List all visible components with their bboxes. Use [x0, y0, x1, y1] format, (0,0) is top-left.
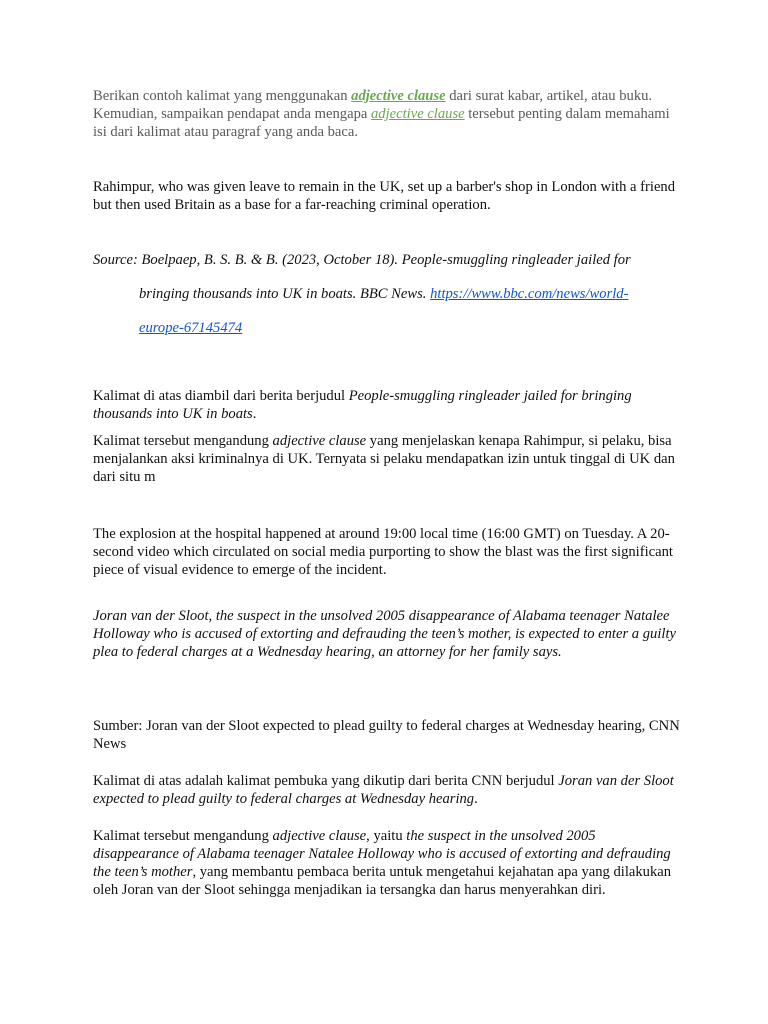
prompt-text: tersebut penting dalam memahami isi dari kalimat atau paragraf yang anda baca.: [93, 106, 670, 140]
explanation-text: Kalimat di atas diambil dari berita berjudul: [93, 388, 349, 404]
term-adjective-clause: adjective clause: [272, 828, 367, 844]
explanation-paragraph: [93, 387, 683, 423]
explanation-text: , yaitu: [366, 828, 407, 844]
explanation-text: Kalimat tersebut mengandung: [93, 828, 273, 844]
prompt-text: dari surat kabar, artikel, atau buku. Kemudian, sampaikan pendapat anda mengapa: [93, 88, 653, 122]
example-quote-van-der-sloot: Joran van der Sloot, the suspect in the unsolved 2005 disappearance of Alabama teenager Natalee Holloway who is accused of extorting and defrauding the teen’s mother, is expected to enter a guilty plea to federal charges at a Wednesday hearing, an attorney for her family says.: [93, 608, 676, 660]
explanation-text: .: [474, 791, 478, 807]
quoted-clause: the suspect in the unsolved 2005 disappearance of Alabama teenager Natalee Holloway who is accused of extorting and defrauding the teen’s mother: [93, 828, 671, 880]
citation-line: Source: Boelpaep, B. S. B. & B. (2023, October 18). People-smuggling ringleader jailed for: [93, 252, 631, 268]
prompt-text: Berikan contoh kalimat yang menggunakan: [93, 88, 352, 104]
explanation-text: , yang membantu pembaca berita untuk mengetahui kejahatan apa yang dilakukan oleh Joran van der Sloot sehingga menjadikan ia tersangka dan harus menyerahkan diri.: [93, 864, 672, 898]
example-paragraph-explosion: The explosion at the hospital happened at around 19:00 local time (16:00 GMT) on Tuesday. A 20-second video which circulated on social media purporting to show the blast was the first significant piece of visual evidence to emerge of the incident.: [93, 526, 673, 578]
explanation-text: Kalimat di atas adalah kalimat pembuka yang dikutip dari berita CNN berjudul: [93, 773, 559, 789]
prompt-term-adjective-clause: adjective clause: [351, 88, 446, 104]
source-url-link[interactable]: europe-67145474: [139, 320, 243, 336]
explanation-paragraph: [93, 432, 683, 486]
explanation-text: .: [252, 406, 257, 422]
explanation-paragraph: [93, 827, 683, 899]
article-title: Joran van der Sloot expected to plead guilty to federal charges at Wednesday hearing: [93, 773, 674, 807]
explanation-text: Kalimat tersebut mengandung: [93, 433, 273, 449]
assignment-prompt: [93, 87, 683, 141]
article-title: People-smuggling ringleader jailed for bringing thousands into UK in boats: [93, 388, 632, 422]
prompt-term-adjective-clause: adjective clause: [371, 106, 465, 122]
citation-bbc: [93, 252, 683, 342]
example-sentence-rahimpur: Rahimpur, who was given leave to remain in the UK, set up a barber's shop in London with a friend but then used Britain as a base for a far-reaching criminal operation.: [93, 179, 676, 213]
citation-line: [139, 286, 628, 303]
explanation-paragraph: [93, 772, 683, 808]
citation-text: bringing thousands into UK in boats. BBC News.: [139, 286, 431, 302]
source-cnn: Sumber: Joran van der Sloot expected to plead guilty to federal charges at Wednesday hearing, CNN News: [93, 718, 680, 752]
explanation-text: yang menjelaskan kenapa Rahimpur, si pelaku, bisa menjalankan aksi kriminalnya di UK. Ternyata si pelaku mendapatkan izin untuk tinggal di UK dan dari situ m: [93, 433, 675, 485]
term-adjective-clause: adjective clause: [272, 433, 367, 449]
source-url-link[interactable]: https://www.bbc.com/news/world-: [430, 286, 629, 302]
